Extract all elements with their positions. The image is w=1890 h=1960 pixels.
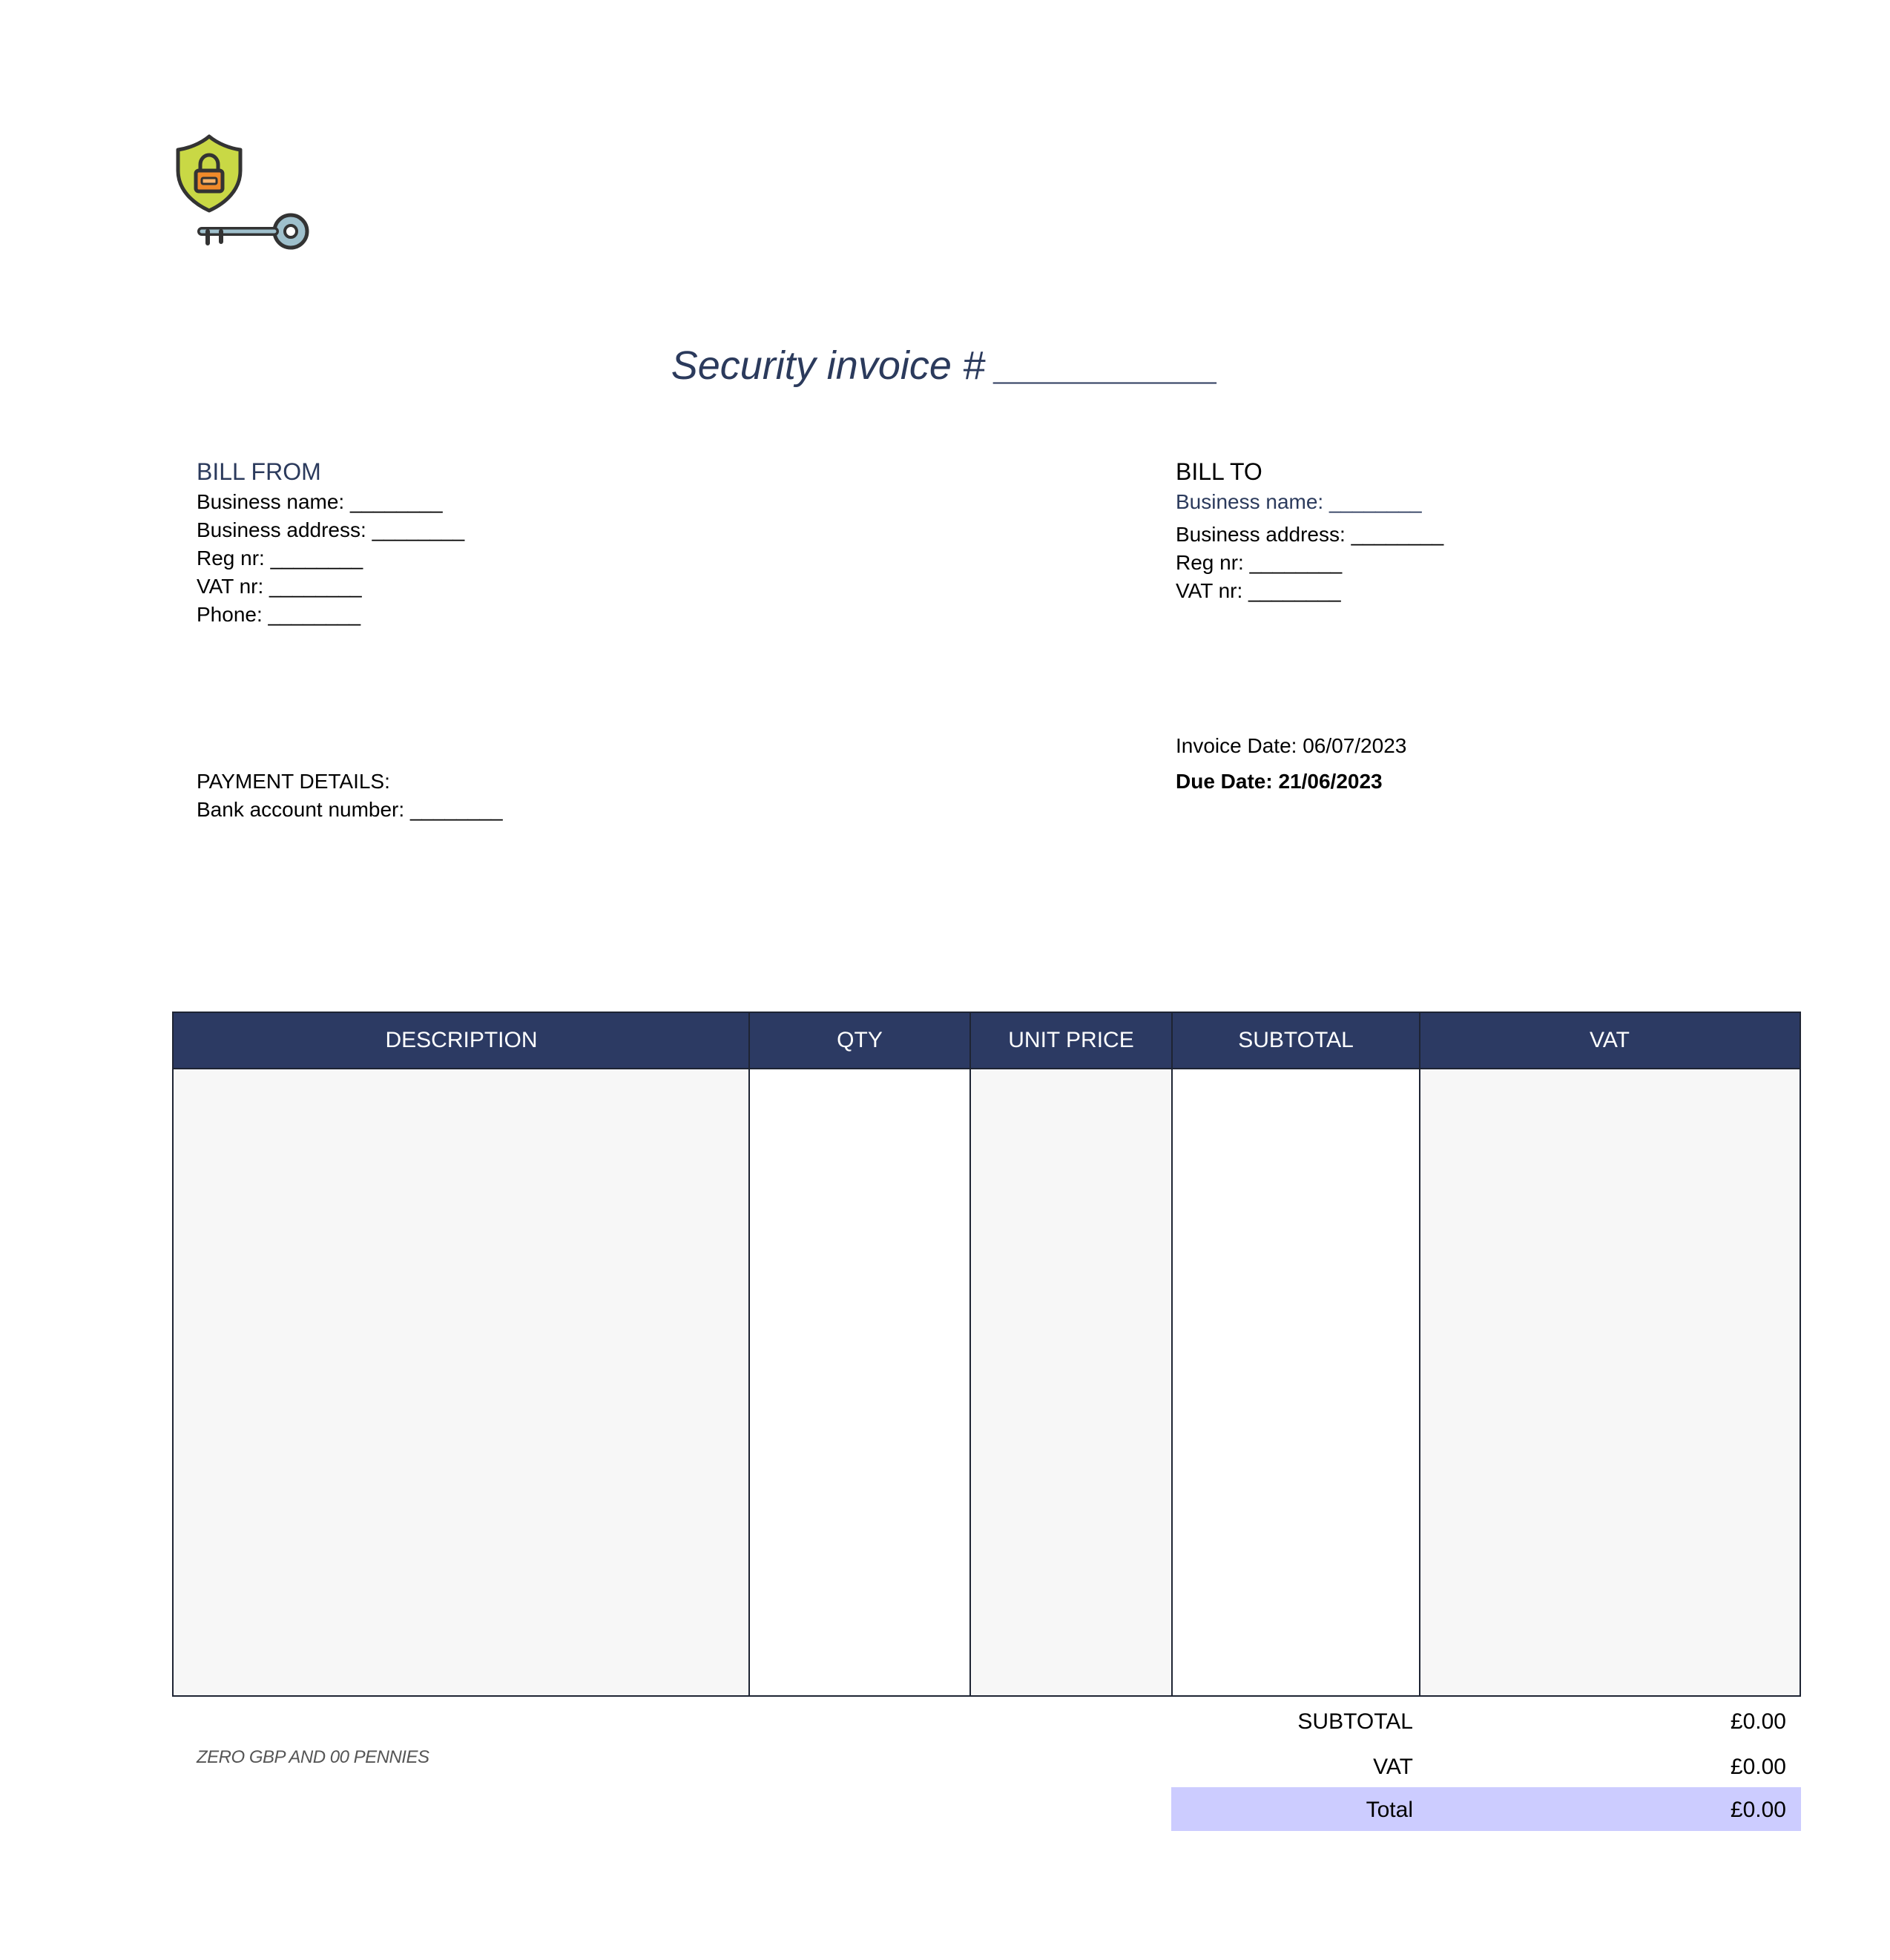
bill-from-business-name: Business name: ________ bbox=[197, 490, 443, 513]
shield-lock-icon bbox=[172, 133, 313, 258]
column-divider bbox=[1419, 1013, 1420, 1695]
company-logo bbox=[172, 133, 313, 258]
column-header-description: DESCRIPTION bbox=[385, 1028, 538, 1052]
column-header-vat: VAT bbox=[1590, 1028, 1630, 1052]
column-divider bbox=[748, 1013, 750, 1695]
bill-from-business-address: Business address: ________ bbox=[197, 518, 465, 541]
invoice-date: Invoice Date: 06/07/2023 bbox=[1176, 734, 1407, 757]
total-value: £0.00 bbox=[1730, 1798, 1786, 1822]
bill-to-section bbox=[1176, 455, 1443, 605]
subtotal-label: SUBTOTAL bbox=[1297, 1709, 1413, 1734]
description-column bbox=[174, 1069, 749, 1695]
total-highlight-band bbox=[1171, 1787, 1801, 1831]
subtotal-column bbox=[1172, 1069, 1420, 1695]
bill-to-reg-nr: Reg nr: ________ bbox=[1176, 551, 1343, 574]
bill-from-reg-nr: Reg nr: ________ bbox=[197, 547, 363, 570]
amount-in-words: ZERO GBP AND 00 PENNIES bbox=[197, 1747, 429, 1767]
bill-to-business-address: Business address: ________ bbox=[1176, 523, 1444, 546]
table-header bbox=[174, 1013, 1800, 1069]
column-header-qty: QTY bbox=[837, 1028, 883, 1052]
total-label: Total bbox=[1366, 1798, 1413, 1822]
invoice-title: Security invoice # __________ bbox=[671, 343, 1219, 388]
vat-value: £0.00 bbox=[1730, 1755, 1786, 1779]
items-table bbox=[172, 1012, 1801, 1697]
bill-to-vat-nr: VAT nr: ________ bbox=[1176, 579, 1341, 602]
bank-account-number: Bank account number: ________ bbox=[197, 798, 503, 821]
bill-to-heading: BILL TO bbox=[1176, 458, 1262, 485]
unit-price-column bbox=[970, 1069, 1172, 1695]
key-icon bbox=[202, 215, 307, 248]
payment-details-section bbox=[197, 768, 503, 824]
due-date: Due Date: 21/06/2023 bbox=[1176, 770, 1383, 793]
column-divider bbox=[969, 1013, 971, 1695]
column-divider bbox=[1171, 1013, 1173, 1695]
vat-column bbox=[1420, 1069, 1800, 1695]
bill-from-section bbox=[197, 455, 464, 629]
bill-to-business-name: Business name: ________ bbox=[1176, 490, 1422, 513]
payment-details-heading: PAYMENT DETAILS: bbox=[197, 770, 390, 793]
column-header-subtotal: SUBTOTAL bbox=[1238, 1028, 1354, 1052]
column-header-unit-price: UNIT PRICE bbox=[1008, 1028, 1134, 1052]
vat-label: VAT bbox=[1373, 1755, 1413, 1779]
dates-section bbox=[1176, 732, 1406, 796]
bill-from-vat-nr: VAT nr: ________ bbox=[197, 575, 362, 598]
subtotal-value: £0.00 bbox=[1730, 1709, 1786, 1734]
qty-column bbox=[749, 1069, 970, 1695]
bill-from-heading: BILL FROM bbox=[197, 458, 321, 485]
bill-from-phone: Phone: ________ bbox=[197, 603, 361, 626]
